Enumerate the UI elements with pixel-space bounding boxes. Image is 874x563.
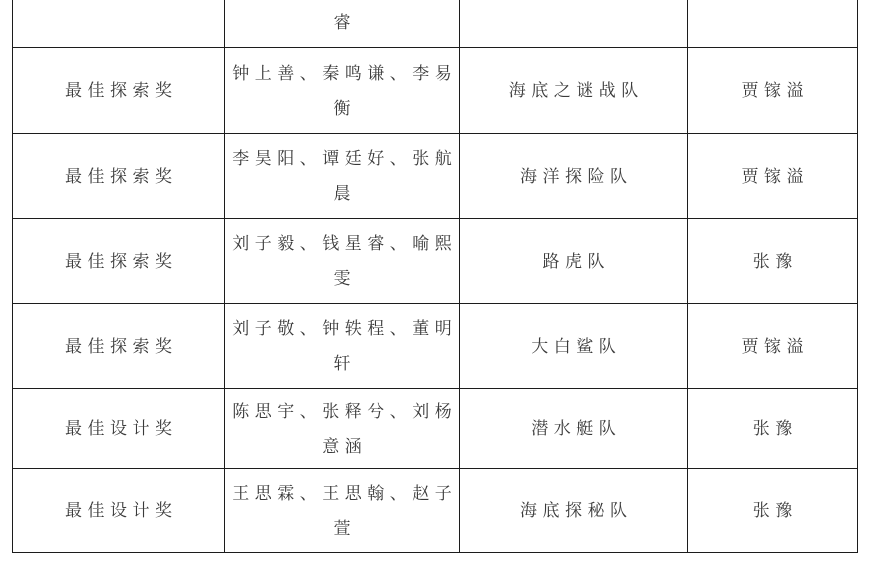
award-cell — [13, 0, 225, 48]
team-cell — [460, 469, 688, 553]
award-text: 最佳探索奖 — [65, 336, 178, 356]
award-cell — [13, 134, 225, 219]
teacher-cell — [688, 0, 858, 48]
members-text: 刘子毅、钱星睿、喻熙雯 — [232, 234, 458, 288]
teacher-text: 贾镓溢 — [741, 166, 809, 186]
award-text: 最佳探索奖 — [65, 81, 178, 100]
members-text: 刘子敬、钟轶程、董明轩 — [232, 319, 458, 373]
award-cell — [13, 48, 225, 134]
award-cell — [13, 389, 225, 469]
team-cell — [460, 304, 688, 389]
teacher-text: 张豫 — [752, 501, 798, 520]
members-cell — [225, 0, 460, 48]
teacher-cell — [688, 304, 858, 389]
teacher-cell — [688, 469, 858, 553]
members-cell — [225, 219, 460, 304]
award-cell — [13, 304, 225, 389]
award-cell — [13, 469, 225, 553]
table-row — [13, 304, 858, 389]
table-row-partial — [13, 0, 858, 48]
members-text: 钟上善、秦鸣谦、李易衡 — [232, 63, 458, 118]
team-cell — [460, 389, 688, 469]
members-text: 睿 — [333, 13, 356, 32]
teacher-cell — [688, 389, 858, 469]
teacher-text: 贾镓溢 — [741, 81, 809, 100]
members-cell — [225, 469, 460, 553]
members-text: 陈思宇、张释兮、刘杨意涵 — [232, 401, 458, 456]
award-text: 最佳设计奖 — [65, 419, 178, 438]
members-cell — [225, 389, 460, 469]
team-text: 大白鲨队 — [531, 336, 622, 356]
team-text: 海洋探险队 — [520, 166, 633, 186]
team-cell — [460, 0, 688, 48]
award-text: 最佳设计奖 — [65, 501, 178, 520]
members-cell — [225, 134, 460, 219]
table-row — [13, 389, 858, 469]
teacher-cell — [688, 219, 858, 304]
members-cell — [225, 304, 460, 389]
award-text: 最佳探索奖 — [65, 166, 178, 186]
team-cell — [460, 219, 688, 304]
teacher-text: 张豫 — [752, 251, 798, 271]
awards-table — [12, 0, 858, 553]
team-text: 路虎队 — [542, 251, 610, 271]
table-row — [13, 48, 858, 134]
award-cell — [13, 219, 225, 304]
teacher-cell — [688, 48, 858, 134]
members-text: 李昊阳、谭廷好、张航晨 — [232, 149, 458, 203]
team-text: 海底之谜战队 — [508, 81, 644, 100]
teacher-text: 张豫 — [752, 419, 798, 438]
team-cell — [460, 134, 688, 219]
teacher-text: 贾镓溢 — [741, 336, 809, 356]
table-row — [13, 219, 858, 304]
members-cell — [225, 48, 460, 134]
table-row — [13, 469, 858, 553]
team-text: 潜水艇队 — [531, 419, 622, 438]
award-text: 最佳探索奖 — [65, 251, 178, 271]
teacher-cell — [688, 134, 858, 219]
team-cell — [460, 48, 688, 134]
team-text: 海底探秘队 — [520, 501, 633, 520]
members-text: 王思霖、王思翰、赵子萱 — [232, 483, 458, 538]
table-row — [13, 134, 858, 219]
